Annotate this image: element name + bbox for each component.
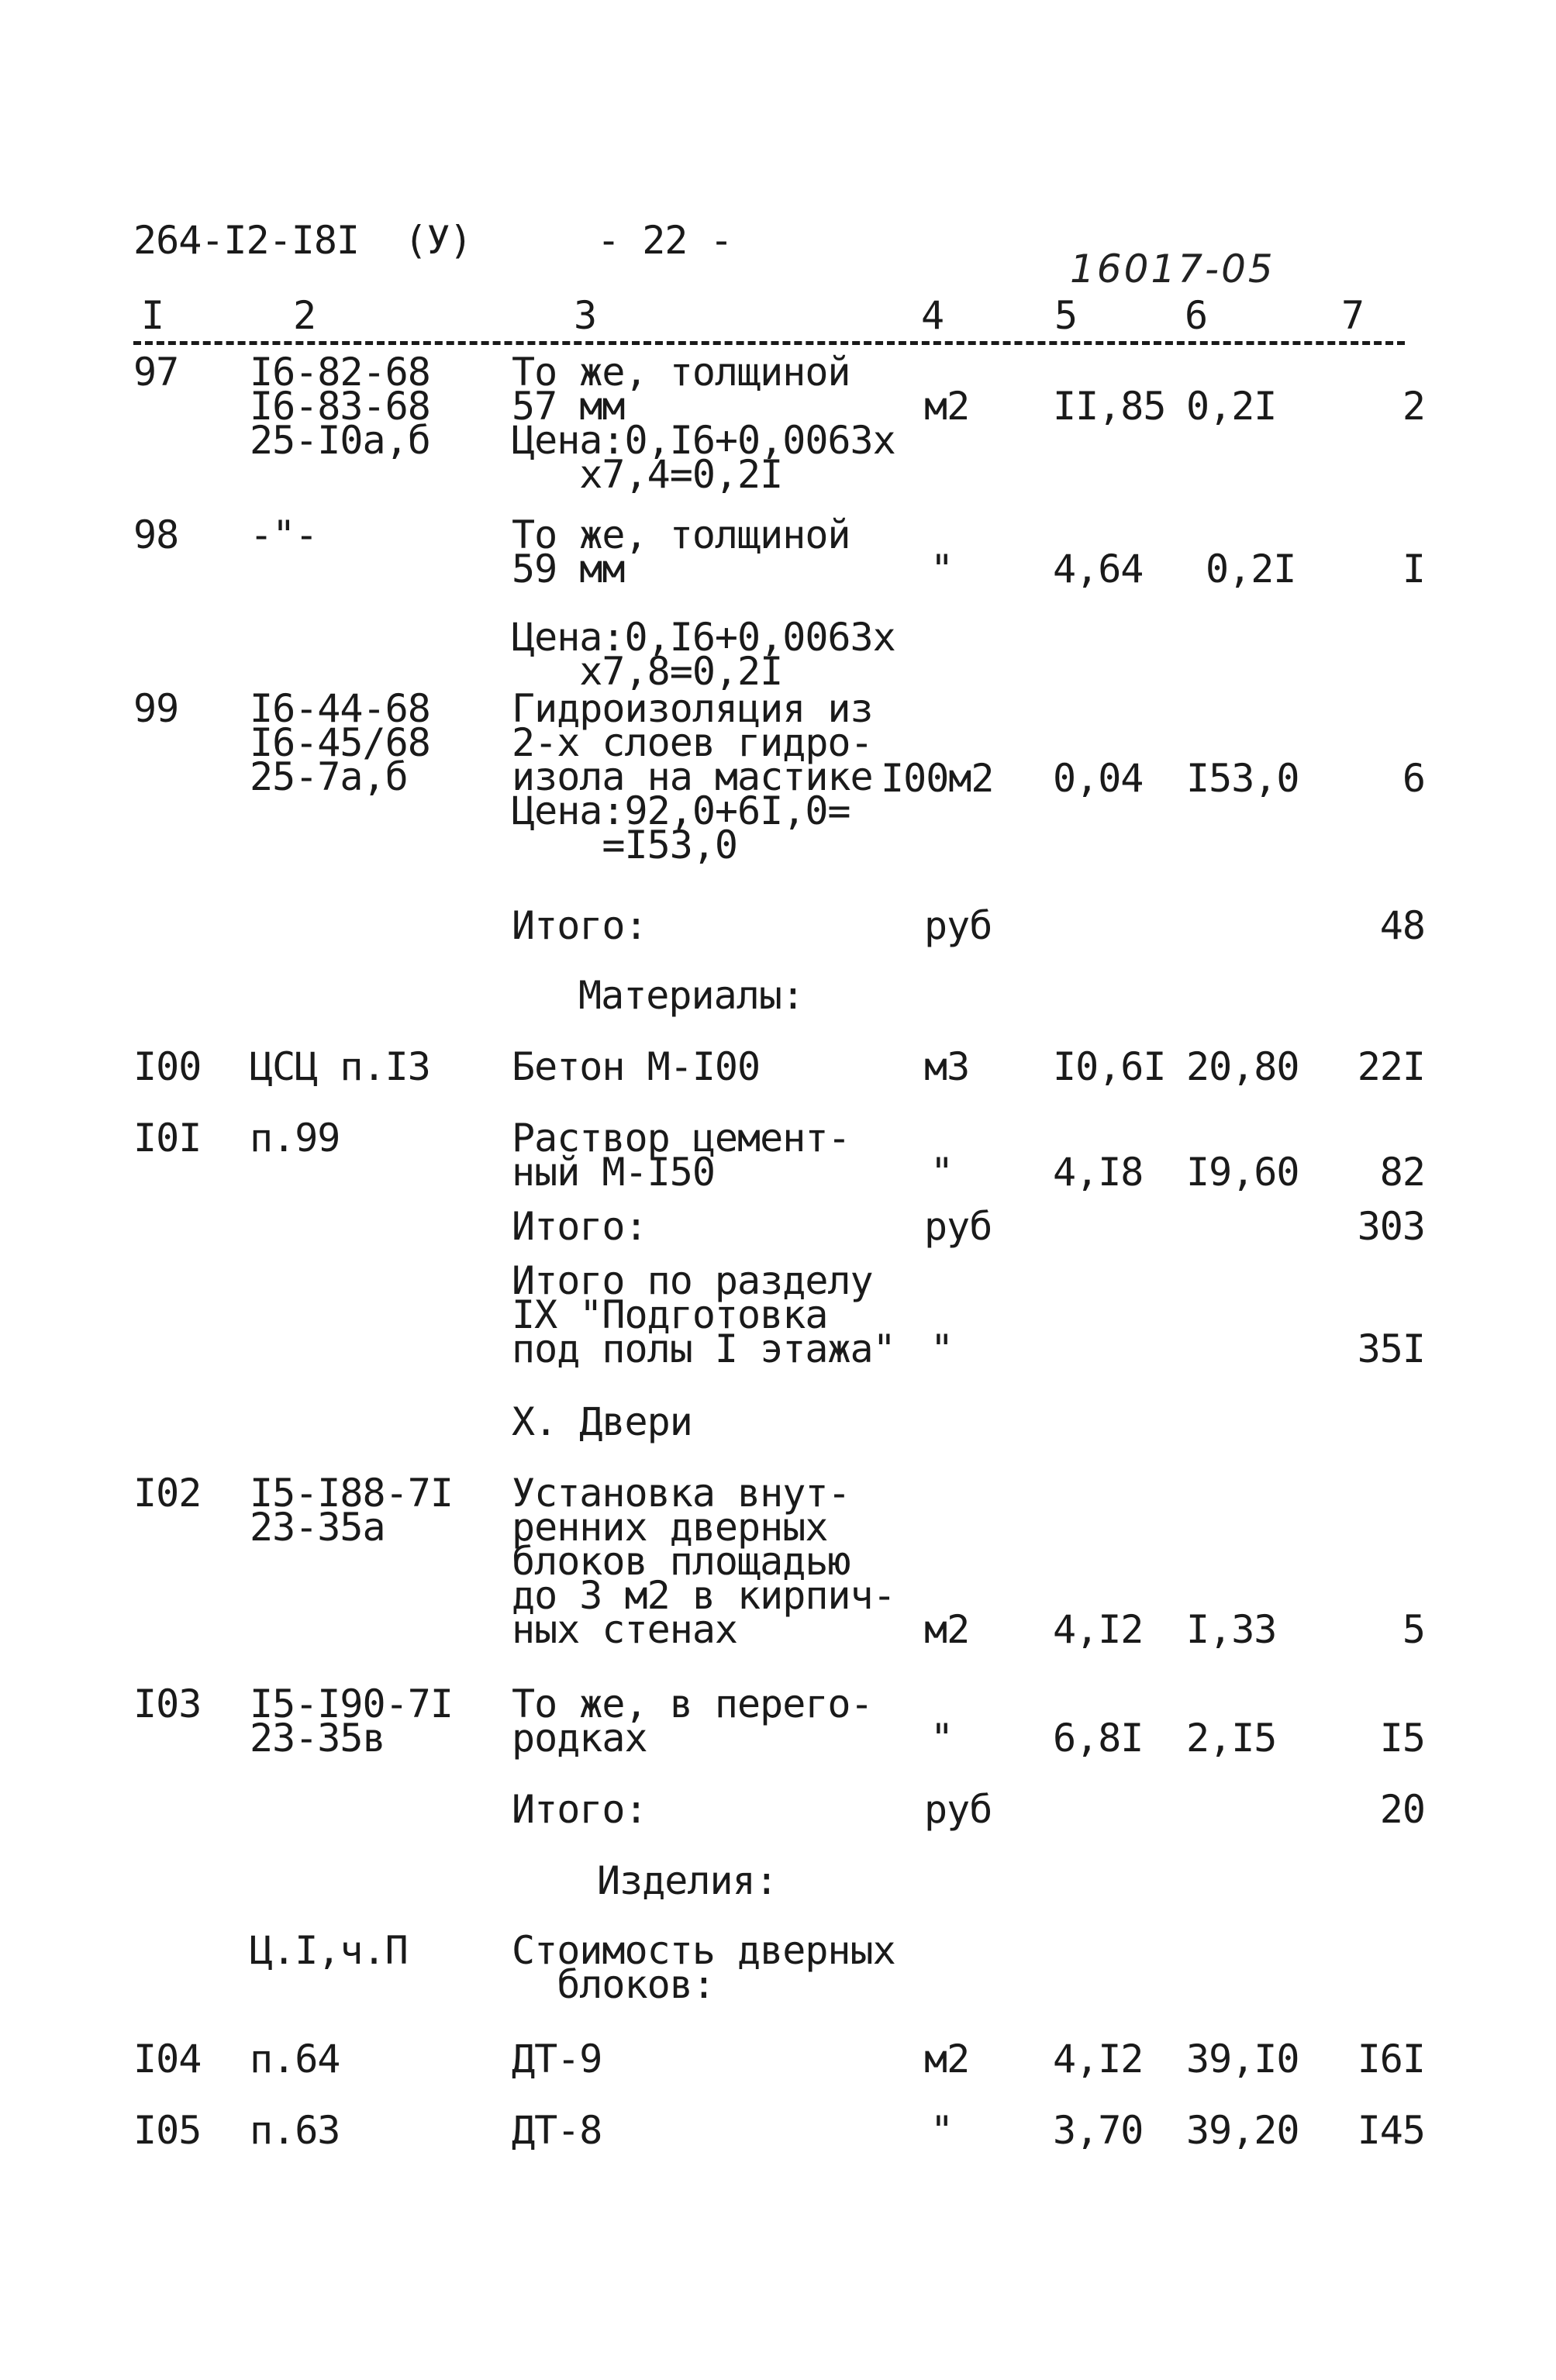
row-97-unit: м2 xyxy=(924,384,970,429)
row-99-desc: Гидроизоляция из 2-х слоев гидро- изола на мастике Цена:92,0+6I,0= =I53,0 xyxy=(512,686,873,867)
section-materials: Материалы: xyxy=(578,973,805,1018)
row-102-total: 5 xyxy=(1402,1607,1425,1652)
row-101-total: 82 xyxy=(1379,1150,1425,1195)
row-98-unit: " xyxy=(930,547,954,592)
section-ix-total-unit: " xyxy=(930,1326,954,1371)
row-101-num: I0I xyxy=(133,1116,202,1161)
row-101-unit: " xyxy=(930,1150,954,1195)
row-98-total: I xyxy=(1402,547,1425,592)
column-number-1: I xyxy=(141,293,165,338)
row-101-price: I9,60 xyxy=(1186,1150,1299,1195)
row-103-desc: То же, в перего- родках xyxy=(512,1682,873,1761)
row-100-price: 20,80 xyxy=(1186,1044,1299,1089)
row-105-price: 39,20 xyxy=(1186,2108,1299,2153)
row-104-unit: м2 xyxy=(924,2037,970,2082)
page-number: - 22 - xyxy=(597,218,733,263)
row-98-qty: 4,64 xyxy=(1053,547,1144,592)
row-99-qty: 0,04 xyxy=(1053,756,1144,801)
door-blocks-desc: Стоимость дверных блоков: xyxy=(512,1928,895,2007)
row-102-unit: м2 xyxy=(924,1607,970,1652)
row-100-code: ЦСЦ п.I3 xyxy=(250,1044,430,1089)
row-103-qty: 6,8I xyxy=(1053,1716,1144,1761)
door-blocks-code: Ц.I,ч.П xyxy=(250,1928,408,1973)
row-105-code: п.63 xyxy=(250,2108,340,2153)
row-101-desc: Раствор цемент- ный М-I50 xyxy=(512,1116,850,1195)
row-104-total: I6I xyxy=(1357,2037,1425,2082)
row-97-total: 2 xyxy=(1402,384,1425,429)
row-104-code: п.64 xyxy=(250,2037,340,2082)
row-100-unit: м3 xyxy=(924,1044,970,1089)
row-100-total: 22I xyxy=(1357,1044,1425,1089)
row-102-num: I02 xyxy=(133,1471,202,1516)
row-98-desc: То же, толщиной 59 мм Цена:0,I6+0,0063х х7,8=0,2I xyxy=(512,512,895,694)
row-103-price: 2,I5 xyxy=(1186,1716,1277,1761)
subtotal-1-unit: руб xyxy=(924,903,992,948)
subtotal-3-total: 20 xyxy=(1379,1787,1425,1832)
row-102-price: I,33 xyxy=(1186,1607,1277,1652)
subtotal-2-label: Итого: xyxy=(512,1204,647,1249)
row-100-desc: Бетон М-I00 xyxy=(512,1044,761,1089)
row-98-code: -"- xyxy=(250,512,318,557)
section-ix-total-label: Итого по разделу IX "Подготовка под полы I этажа" xyxy=(512,1258,895,1371)
row-101-code: п.99 xyxy=(250,1116,340,1161)
row-104-desc: ДТ-9 xyxy=(512,2037,602,2082)
column-number-5: 5 xyxy=(1054,293,1078,338)
row-103-code: I5-I90-7I 23-35в xyxy=(250,1682,453,1761)
subtotal-3-unit: руб xyxy=(924,1787,992,1832)
inventory-number: 16017-05 xyxy=(1070,247,1275,291)
row-102-code: I5-I88-7I 23-35а xyxy=(250,1471,453,1550)
row-104-price: 39,I0 xyxy=(1186,2037,1299,2082)
column-number-6: 6 xyxy=(1185,293,1209,338)
row-100-num: I00 xyxy=(133,1044,202,1089)
row-99-code: I6-44-68 I6-45/68 25-7а,б xyxy=(250,686,430,799)
row-99-unit: I00м2 xyxy=(881,756,994,801)
row-97-code: I6-82-68 I6-83-68 25-I0а,б xyxy=(250,350,430,463)
subtotal-2-unit: руб xyxy=(924,1204,992,1249)
row-97-num: 97 xyxy=(133,350,179,395)
row-104-qty: 4,I2 xyxy=(1053,2037,1144,2082)
row-105-total: I45 xyxy=(1357,2108,1425,2153)
row-103-unit: " xyxy=(930,1716,954,1761)
section-ix-total-value: 35I xyxy=(1357,1326,1425,1371)
column-number-2: 2 xyxy=(293,293,317,338)
row-97-price: 0,2I xyxy=(1186,384,1277,429)
column-number-3: 3 xyxy=(574,293,598,338)
subtotal-2-total: 303 xyxy=(1357,1204,1425,1249)
row-102-desc: Установка внут- ренних дверных блоков площадью до 3 м2 в кирпич- ных стенах xyxy=(512,1471,895,1652)
subtotal-1-total: 48 xyxy=(1379,903,1425,948)
row-99-price: I53,0 xyxy=(1186,756,1299,801)
subtotal-1-label: Итого: xyxy=(512,903,647,948)
row-104-num: I04 xyxy=(133,2037,202,2082)
document-code: 264-I2-I8I (У) xyxy=(133,218,472,263)
row-105-unit: " xyxy=(930,2108,954,2153)
row-105-desc: ДТ-8 xyxy=(512,2108,602,2153)
row-98-num: 98 xyxy=(133,512,179,557)
section-doors: Х. Двери xyxy=(512,1399,692,1444)
row-105-qty: 3,70 xyxy=(1053,2108,1144,2153)
row-97-desc: То же, толщиной 57 мм Цена:0,I6+0,0063х х7,4=0,2I xyxy=(512,350,895,497)
row-97-qty: II,85 xyxy=(1053,384,1166,429)
row-100-qty: I0,6I xyxy=(1053,1044,1166,1089)
row-103-total: I5 xyxy=(1379,1716,1425,1761)
header-dashed-rule xyxy=(133,341,1405,345)
row-105-num: I05 xyxy=(133,2108,202,2153)
row-98-price: 0,2I xyxy=(1206,547,1296,592)
row-101-qty: 4,I8 xyxy=(1053,1150,1144,1195)
row-99-num: 99 xyxy=(133,686,179,731)
row-103-num: I03 xyxy=(133,1682,202,1726)
row-99-total: 6 xyxy=(1402,756,1425,801)
section-products: Изделия: xyxy=(597,1858,778,1903)
subtotal-3-label: Итого: xyxy=(512,1787,647,1832)
column-number-7: 7 xyxy=(1341,293,1365,338)
row-102-qty: 4,I2 xyxy=(1053,1607,1144,1652)
column-number-4: 4 xyxy=(921,293,945,338)
